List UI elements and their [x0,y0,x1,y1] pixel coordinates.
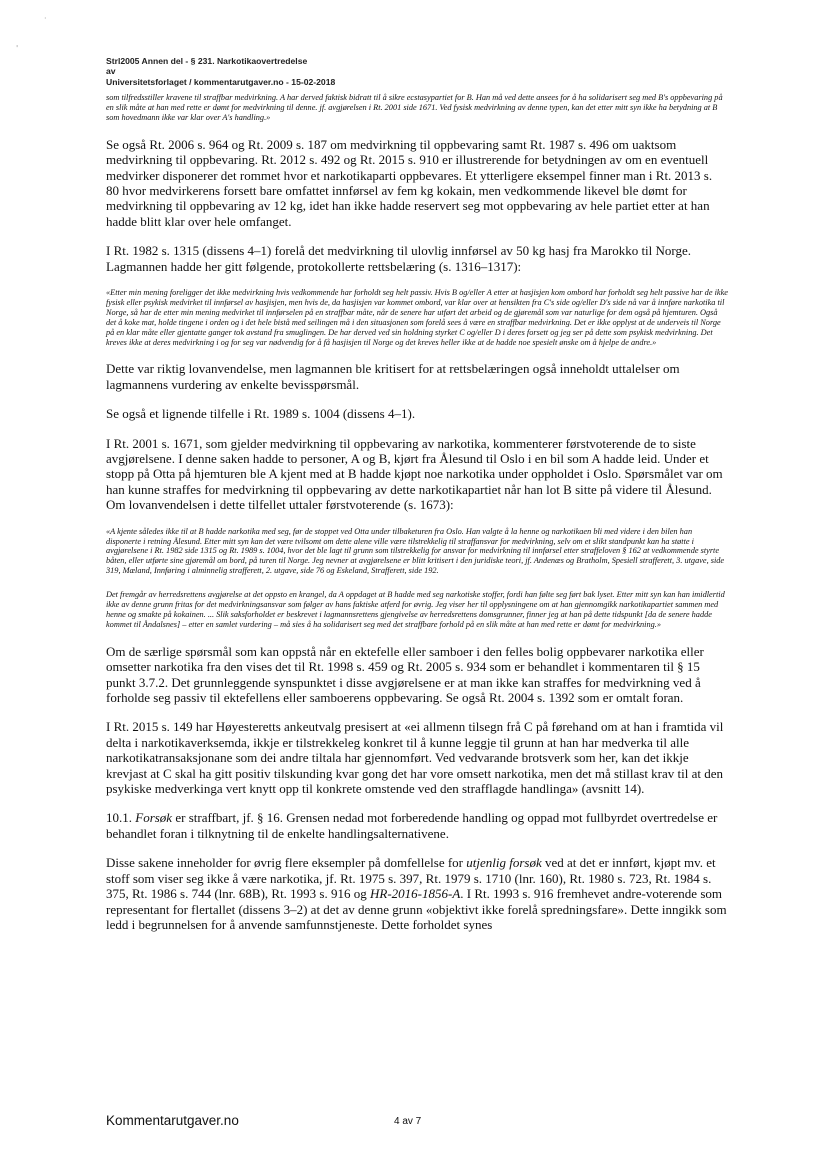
footer-brand: Kommentarutgaver.no [106,1113,239,1128]
paragraph: Se også et lignende tilfelle i Rt. 1989 s. 1004 (dissens 4–1). [106,406,416,422]
emphasis-term: utjenlig forsøk [466,855,542,871]
section-number: 10.1. [106,810,136,826]
section-term: Forsøk [135,810,173,826]
header-source: Universitetsforlaget / kommentarutgaver.no - 15-02-2018 [106,76,336,87]
paragraph: I Rt. 2001 s. 1671, som gjelder medvirkning til oppbevaring av narkotika, kommenterer førstvoterende de to siste avgjørelsene. I denne saken hadde to personer, A og B, kjørt fra Ålesund til Oslo i en bil som A hadde leid. Under et stopp på Otta på hjemturen ble A kjent med at B hadde kjøpt noe narkotika under oppholdet i Oslo. Spørsmålet var om han kunne straffes for medvirkning til oppbevaring av dette narkotikapartiet når han lot B sitte på videre til Ålesund. Om lovanvendelsen i dette tilfellet uttaler førstvoterende (s. 1673): [106,435,723,513]
quote-block: Det fremgår av herredsrettens avgjørelse at det oppsto en krangel, da A oppdaget at B hadde med seg narkotiske stoffer, fordi han følte seg ført bak lyset. Etter mitt syn kan han imidlertid ikke av denne grunn fritas for det medvirkningsansvar som følger av hans faktiske atferd for øvrig. Jeg viser her til opplysningene om at han gjennomgikk narkotikapartiet sammen med henne og smakte på kokainen. ... Slik saksforholdet er beskrevet i lagmannsrettens gjengivelse av herredsrettens domsgrunner, finner jeg at han på dette tidspunkt [da de senere hadde kommet til Åndalsnes] – etter en samlet vurdering – må sies å ha solidarisert seg med det straffbare forhold på en slik måte at han med rette er dømt for medvirkning.» [106,590,725,629]
quote-block: som tilfredsstiller kravene til straffbar medvirkning. A har derved faktisk bidratt til å sikre ecstasypartiet for B. Han må ved dette ansees for å ha solidarisert seg med B's oppbevaring på en slik måte at han med rette er dømt for medvirkning til denne. jf. avgjørelsen i Rt. 2001 side 1671. Ved fysisk medvirkning av denne typen, kan det etter mitt syn ikke ha betydning at B som hovedmann ikke var klar over A's handling.» [106,93,723,122]
paragraph: Se også Rt. 2006 s. 964 og Rt. 2009 s. 187 om medvirkning til oppbevaring samt Rt. 1987 s. 496 om uaktsom medvirkning til oppbevaring. Rt. 2012 s. 492 og Rt. 2015 s. 910 er illustrerende for betydningen av om en eventuell medvirker disponerer det rommet hvor et narkotikaparti oppbevares. Et ytterligere eksempel finner man i Rt. 2013 s. 80 hvor medvirkerens forsett bare omfattet innførsel av fem kg kokain, men vedkommende likevel ble dømt for medvirkning til oppbevaring av 12 kg, idet han ikke hadde reservert seg mot oppbevaring av hele partiet etter at han hadde blitt klar over hele omfanget. [106,136,713,229]
paragraph: I Rt. 2015 s. 149 har Høyesteretts ankeutvalg presisert at «ei allmenn tilsegn frå C på førehand om at han i framtida vil delta i narkotikaverksemda, ikkje er tilstrekkeleg konkret til å kunne leggje til grunn at han har medverka til alle narkotikatransaksjonane som dei andre tiltala har gjennomført. Ved vedvarande brotsverk som her, kan det ikkje krevjast at C skal ha gitt positiv tilskunding kvar gong det har vore omsett narkotika, men det må stillast krav til at den psykiske medverkinga vert knytt opp til konkrete omstende ved den strafflagde handlinga» (avsnitt 14). [106,719,724,797]
section-text: er straffbart, jf. § 16. Grensen nedad mot forberedende handling og oppad mot fullbyrdet overtredelse er behandlet foran i tilknytning til de enkelte handlingsalternativene. [106,810,718,841]
paragraph-text: Disse sakene inneholder for øvrig flere eksempler på domfellelse for [106,855,467,871]
quote-block: «A kjente således ikke til at B hadde narkotika med seg, før de stoppet ved Otta under tilbaketuren fra Oslo. Han valgte å la henne og narkotikaen bli med videre i den bilen han disponerte i retning Ålesund. Etter mitt syn kan det være tvilsomt om dette alene ville være tilstrekkelig til straffansvar for medvirkning, selv om et slikt standpunkt kan ha støtte i avgjørelsene i Rt. 1982 side 1315 og Rt. 1989 s. 1004, hvor det ble lagt til grunn som tilstrekkelig for ansvar for medvirkning til innførsel etter straffeloven § 162 at vedkommende styrte båten, eller utførte sine gjøremål om bord, på turen til Norge. Jeg nevner at avgjørelsene er blitt kritisert i den juridiske teori, jf. Andenæs og Bratholm, Spesiell strafferett, 3. utgave, side 319, Mæland, Innføring i alminnelig strafferett, 2. utgave, side 76 og Eskeland, Strafferett, side 192. [106,526,725,576]
paragraph [106,855,728,932]
footer-page-number: 4 av 7 [394,1116,422,1127]
case-reference: HR-2016-1856-A [370,886,461,902]
paragraph: I Rt. 1982 s. 1315 (dissens 4–1) forelå det medvirkning til ulovlig innførsel av 50 kg hasj fra Marokko til Norge. Lagmannen hadde her gitt følgende, protokollerte rettsbelæring (s. 1316–1317): [106,243,692,274]
document-header [106,56,746,87]
scan-mark: ' [16,44,19,53]
paragraph: Om de særlige spørsmål som kan oppstå når en ektefelle eller samboer i den felles bolig oppbevarer narkotika eller omsetter narkotika fra den vises det til Rt. 1998 s. 459 og Rt. 2005 s. 934 som er behandlet i kommentaren til § 15 punkt 3.7.2. Det grunnleggende synspunktet i disse avgjørelsene er at man ikke kan straffes for medvirkning ved å forholde seg passiv til ektefellens eller samboerens oppbevaring. Se også Rt. 2004 s. 1392 som er omtalt foran. [106,643,704,706]
paragraph-text: ved at det er innført, kjøpt mv. et stoff som viser seg ikke å være narkotika, jf. Rt. 1975 s. 397, Rt. 1979 s. 1710 (lnr. 160), Rt. 1980 s. 723, Rt. 1984 s. 375, Rt. 1986 s. 744 (lnr. 68B), Rt. 1993 s. 916 og [106,855,716,902]
scan-mark: · [44,14,47,23]
quote-block: «Etter min mening foreligger det ikke medvirkning hvis vedkommende har forholdt seg helt passiv. Hvis B og/eller A etter at hasjisjen kom ombord har forholdt seg helt passive har de ikke fysisk eller psykisk medvirket til innførsel av hasjisjen, men hvis de, da hasjisjen var kommet ombord, var klar over at hensikten fra C's side og/eller D's side nå var å innføre narkotika til Norge, så har de etter min mening medvirket til innførselen på en straffbar måte, når de senere har utført det arbeid og de gjøremål som var naturlige for dem også på hjemturen. Også det å koke mat, holde tingene i orden og i det hele bistå med seilingen må i den situasjonen som forelå sees å være en straffbar medvirkning. Det er ikke opplyst at de underveis til Norge på en klar måte eller gjentatte ganger tok avstand fra smuglingen. De har derved ved sin holdning styrket C og/eller D i deres forsett og jeg ser på dette som psykisk medvirkning. Det kreves ikke at deres medvirkning i og for seg var nødvendig for å få hasjisjen til Norge og det kreves heller ikke at de hadde noe spesielt ønske om å hjelpe de andre.» [106,287,728,347]
paragraph: Dette var riktig lovanvendelse, men lagmannen ble kritisert for at rettsbelæringen også inneholdt uttalelser om lagmannens vurdering av enkelte bevisspørsmål. [106,361,680,392]
header-by: av [106,66,116,77]
paragraph-text: . I Rt. 1993 s. 916 fremhevet andre-voterende som representant for flertallet (dissens 3–2) at det av denne grunn «objektivt ikke forelå spredningsfare». Dette inngikk som ledd i begrunnelsen for å anvende samfunnstjeneste. Dette forholdet synes [106,886,727,932]
paragraph-section-10-1 [106,810,728,841]
header-title: Strl2005 Annen del - § 231. Narkotikaovertredelse [106,56,308,66]
document-body [106,93,728,932]
